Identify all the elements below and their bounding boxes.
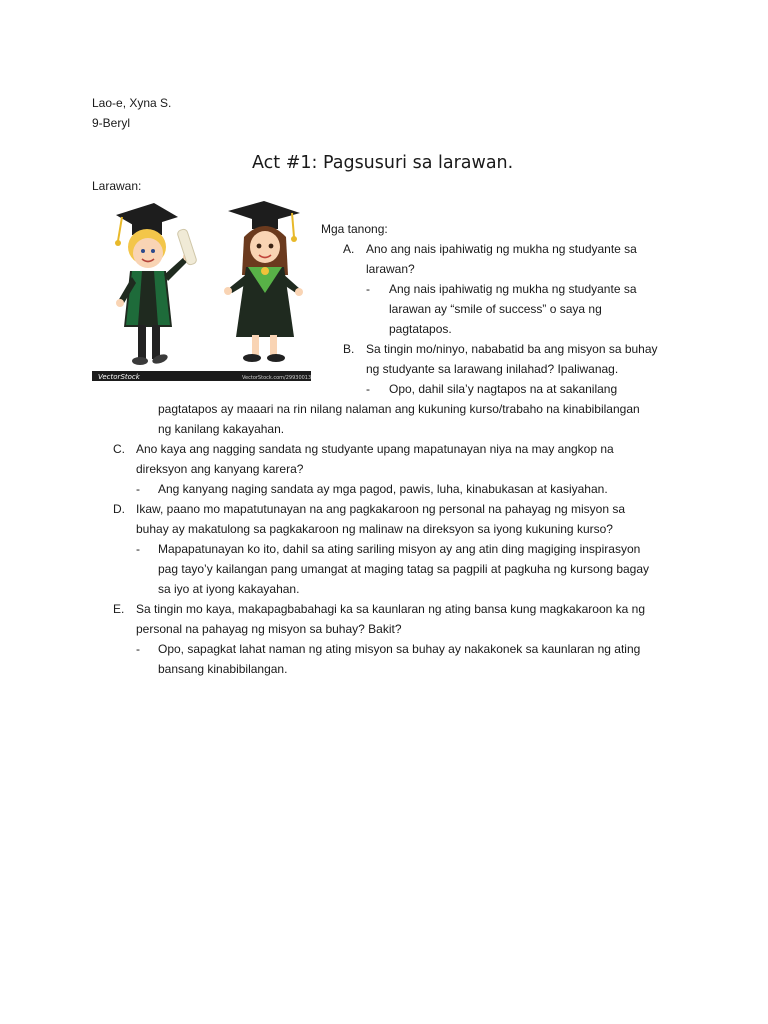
question-text: ng studyante sa larawang inilahad? Ipaliwanag. [366, 362, 619, 376]
question-letter: C. [113, 442, 125, 456]
answer-text: ng kanilang kakayahan. [158, 422, 285, 436]
answer-text: bansang kinabibilangan. [158, 662, 288, 676]
answer-dash: - [366, 282, 370, 296]
answer-text: Ang kanyang naging sandata ay mga pagod, pawis, luha, kinabukasan at kasiyahan. [158, 482, 608, 496]
question-letter: A. [343, 242, 355, 256]
answer-text: sa iyo at iyong kakayahan. [158, 582, 300, 596]
question-text: buhay ay makatulong sa pagkakaroon ng malinaw na direksyon sa iyong kukuning kurso? [136, 522, 613, 536]
answer-text: larawan ay “smile of success” o saya ng [389, 302, 602, 316]
graduates-illustration [92, 197, 311, 381]
answer-dash: - [366, 382, 370, 396]
picture-label: Larawan: [92, 179, 142, 193]
student-name: Lao-e, Xyna S. [92, 96, 172, 110]
answer-text: pagtatapos ay maaari na rin nilang nalaman ang kukuning kurso/trabaho na kinabibilangan [158, 402, 640, 416]
page-title: Act #1: Pagsusuri sa larawan. [252, 153, 514, 173]
question-text: Sa tingin mo/ninyo, nababatid ba ang misyon sa buhay [366, 342, 658, 356]
question-text: Ikaw, paano mo mapatutunayan na ang pagkakaroon ng personal na pahayag ng misyon sa [136, 502, 626, 516]
answer-text: Opo, sapagkat lahat naman ng ating misyon sa buhay ay nakakonek sa kaunlaran ng ating [158, 642, 641, 656]
question-text: larawan? [366, 262, 415, 276]
answer-dash: - [136, 542, 140, 556]
watermark-logo: VectorStock [98, 373, 140, 381]
student-section: 9-Beryl [92, 116, 131, 130]
answer-text: Ang nais ipahiwatig ng mukha ng studyante sa [389, 282, 637, 296]
watermark-url: VectorStock.com/29930013 [242, 375, 311, 381]
question-text: Ano ang nais ipahiwatig ng mukha ng studyante sa [366, 242, 637, 256]
question-letter: B. [343, 342, 355, 356]
answer-dash: - [136, 482, 140, 496]
answer-dash: - [136, 642, 140, 656]
answer-text: Opo, dahil sila’y nagtapos na at sakanilang [389, 382, 618, 396]
answer-text: pagtatapos. [389, 322, 452, 336]
answer-text: pag tayo’y kailangan pang umangat at maging tatag sa pagpili at pagkuha ng kursong bagay [158, 562, 650, 576]
question-letter: E. [113, 602, 125, 616]
question-text: Sa tingin mo kaya, makapagbabahagi ka sa kaunlaran ng ating bansa kung magkakaroon ka ng [136, 602, 646, 616]
question-text: direksyon ang kanyang karera? [136, 462, 304, 476]
question-letter: D. [113, 502, 125, 516]
answer-text: Mapapatunayan ko ito, dahil sa ating sariling misyon ay ang atin ding magiging inspirasyon [158, 542, 641, 556]
questions-heading: Mga tanong: [321, 222, 388, 236]
question-text: personal na pahayag ng misyon sa buhay? Bakit? [136, 622, 402, 636]
question-text: Ano kaya ang nagging sandata ng studyante upang mapatunayan niya na may angkop na [136, 442, 614, 456]
